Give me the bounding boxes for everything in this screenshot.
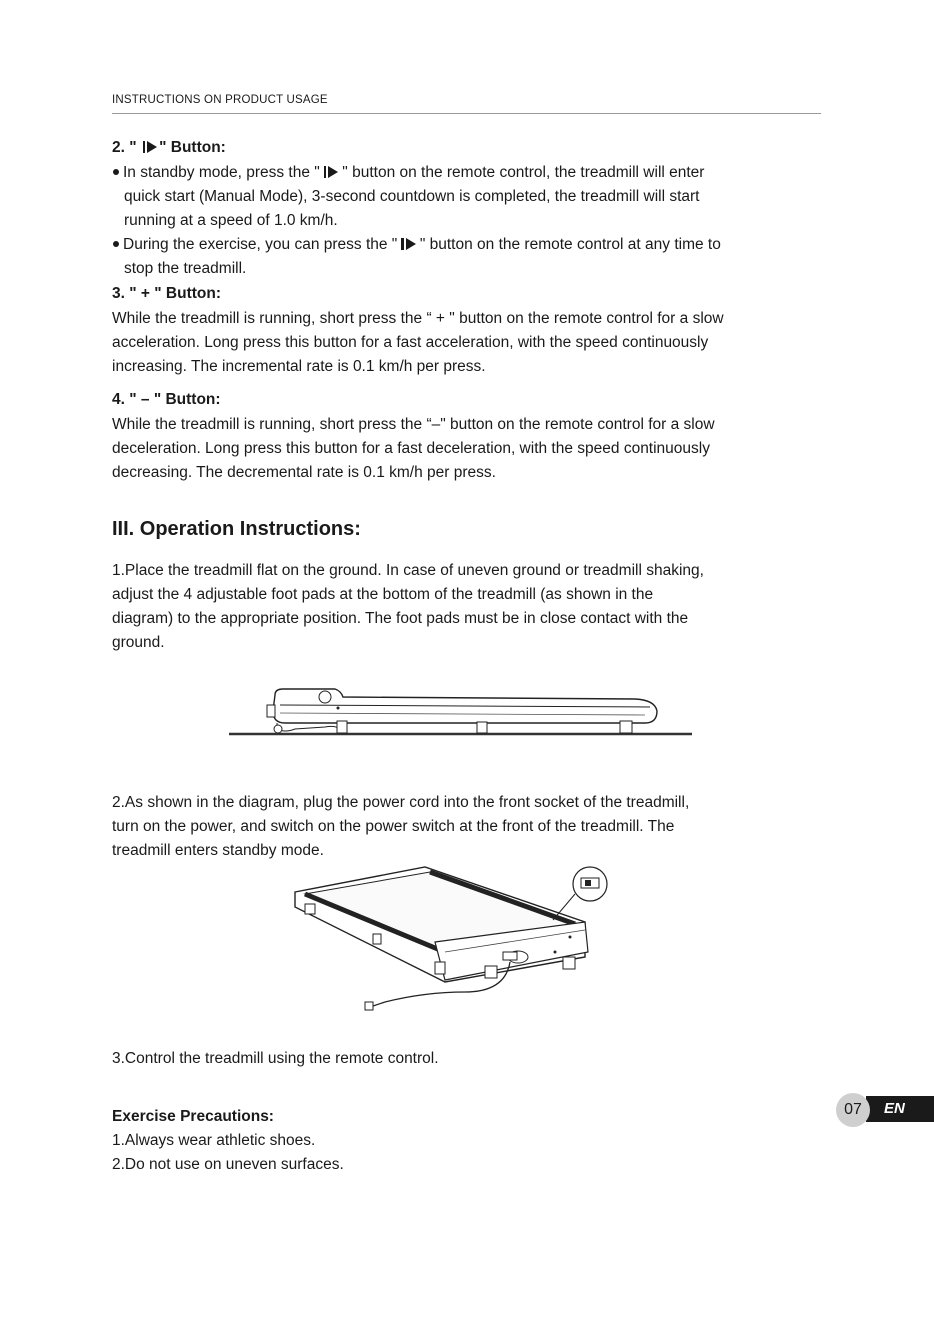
ops-p2-line-1: 2.As shown in the diagram, plug the power cord into the front socket of the treadmill,	[112, 794, 690, 811]
ops-p2-line-3: treadmill enters standby mode.	[112, 842, 324, 859]
operation-instructions-title: III. Operation Instructions:	[112, 518, 361, 540]
page-number: 07	[836, 1093, 870, 1127]
bullet-1-line-2: quick start (Manual Mode), 3-second countdown is completed, the treadmill will start	[124, 188, 700, 205]
section-4-line-1: While the treadmill is running, short press the “–" button on the remote control for a slow	[112, 416, 715, 433]
heading-suffix: " Button:	[159, 139, 226, 156]
section-4-line-3: decreasing. The decremental rate is 0.1 km/h per press.	[112, 464, 496, 481]
bullet-1-line-1	[113, 161, 704, 185]
treadmill-power-connection-diagram	[285, 862, 625, 1017]
language-tab: EN	[866, 1096, 934, 1122]
section-2-heading	[112, 136, 226, 160]
exercise-precautions-heading: Exercise Precautions:	[112, 1108, 274, 1125]
precaution-item: 1.Always wear athletic shoes.	[112, 1132, 316, 1149]
play-pause-icon	[324, 161, 339, 185]
text: " button on the remote control at any time to	[419, 236, 721, 253]
ops-p2-line-2: turn on the power, and switch on the power switch at the front of the treadmill. The	[112, 818, 675, 835]
section-3-line-1: While the treadmill is running, short press the “ + " button on the remote control for a slow	[112, 310, 724, 327]
play-pause-icon	[143, 136, 158, 160]
section-3-line-3: increasing. The incremental rate is 0.1 km/h per press.	[112, 358, 486, 375]
bullet-icon	[113, 241, 119, 247]
section-4-line-2: deceleration. Long press this button for a fast deceleration, with the speed continuously	[112, 440, 710, 457]
bullet-1-line-3: running at a speed of 1.0 km/h.	[124, 212, 338, 229]
ops-p1-line-1: 1.Place the treadmill flat on the ground. In case of uneven ground or treadmill shaking,	[112, 562, 704, 579]
section-3-line-2: acceleration. Long press this button for a fast acceleration, with the speed continuously	[112, 334, 709, 351]
ops-p1-line-3: diagram) to the appropriate position. The foot pads must be in close contact with the	[112, 610, 689, 627]
bullet-2-line-2: stop the treadmill.	[124, 260, 247, 277]
section-4-heading: 4. " – " Button:	[112, 391, 221, 408]
ops-p1-line-4: ground.	[112, 634, 165, 651]
ops-p1-line-2: adjust the 4 adjustable foot pads at the bottom of the treadmill (as shown in the	[112, 586, 654, 603]
section-3-heading: 3. " + " Button:	[112, 285, 221, 302]
play-pause-icon	[401, 233, 416, 257]
treadmill-side-view-diagram	[225, 685, 695, 740]
bullet-2-line-1	[113, 233, 721, 257]
header-divider	[112, 113, 821, 114]
precaution-item: 2.Do not use on uneven surfaces.	[112, 1156, 344, 1173]
ops-p3: 3.Control the treadmill using the remote control.	[112, 1050, 439, 1067]
text: During the exercise, you can press the "	[123, 236, 398, 253]
running-header: INSTRUCTIONS ON PRODUCT USAGE	[112, 94, 328, 106]
text: " button on the remote control, the treadmill will enter	[342, 164, 705, 181]
heading-prefix: 2. "	[112, 139, 137, 156]
bullet-icon	[113, 169, 119, 175]
text: In standby mode, press the "	[123, 164, 320, 181]
